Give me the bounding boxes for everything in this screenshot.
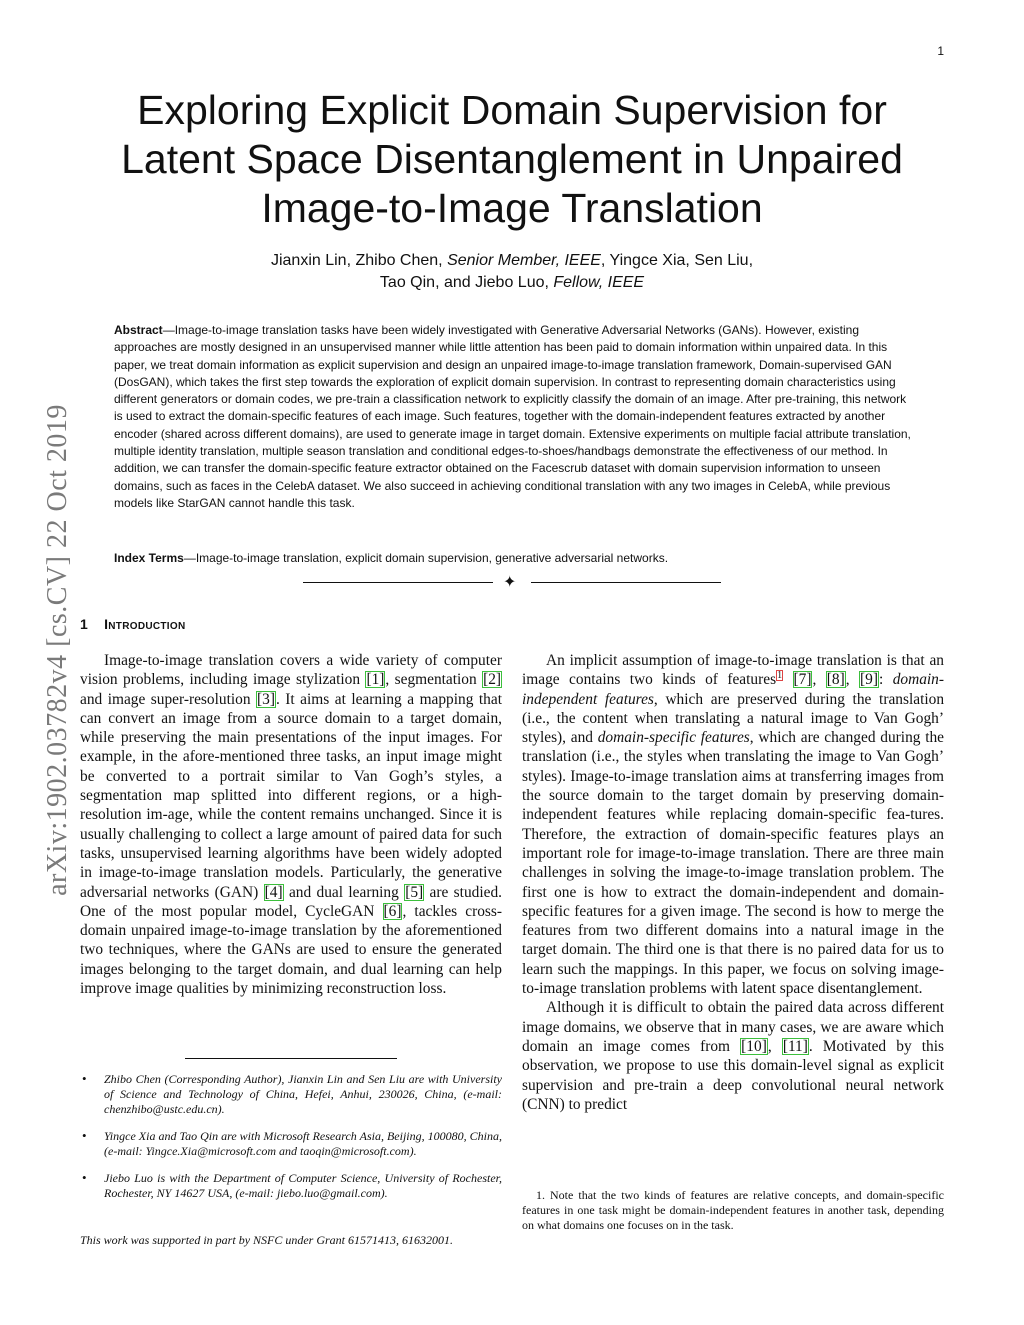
arxiv-stamp[interactable]: arXiv:1902.03782v4 [cs.CV] 22 Oct 2019: [42, 404, 73, 896]
affiliation-notes: [80, 1072, 502, 1213]
diamond-star-icon: ✦: [503, 574, 517, 591]
affiliation-text: Zhibo Chen (Corresponding Author), Jianxin Lin and Sen Liu are with University of Science and Technology of China, Hefei, Anhui, 230026, China, (e-mail: chenzhibo@ustc.edu.cn).: [104, 1072, 502, 1116]
bullet-icon: •: [82, 1071, 87, 1086]
body-text: Although it is difficult to obtain the paired data across different image domains, we observe that in many cases, we are aware which domain an image comes from: [522, 999, 944, 1055]
section-divider: [300, 575, 724, 589]
author-role: Senior Member, IEEE: [447, 252, 601, 269]
body-text: ,: [767, 1037, 782, 1055]
author-line-1: [80, 250, 944, 272]
body-text: , tackles cross-domain unpaired image-to-image translation by the aforementioned two techniques, where the GANs are used to ensure the generated images belonging to the target domain, and dual learning can help improve image qualities by minimizing reconstruction loss.: [80, 902, 503, 998]
author-line-2: [80, 272, 944, 294]
footnote-rule: [185, 1058, 397, 1059]
citation-link[interactable]: [6]: [383, 902, 402, 920]
author-names: Jianxin Lin, Zhibo Chen,: [270, 252, 448, 269]
body-text: :: [878, 671, 893, 689]
citation-link[interactable]: [9]: [860, 671, 878, 689]
author-list: [80, 250, 944, 294]
index-terms: [114, 550, 912, 567]
emphasis-text: domain-independent features: [522, 671, 944, 708]
citation-link[interactable]: [2]: [483, 671, 502, 689]
affiliation-item: [80, 1072, 502, 1117]
footnote-number: 1.: [536, 1188, 545, 1202]
author-role: Fellow, IEEE: [553, 274, 645, 291]
affiliation-item: [80, 1129, 502, 1159]
citation-link[interactable]: [11]: [782, 1037, 808, 1055]
body-text: . Motivated by this observation, we propose to use this domain-level signal as explicit supervision and pre-train a deep convolutional neural network (CNN) to predict: [522, 1037, 945, 1113]
section-heading: [80, 616, 185, 632]
affiliation-text: Jiebo Luo is with the Department of Computer Science, University of Rochester, Rochester, NY 14627 USA, (e-mail: jiebo.luo@gmail.com).: [104, 1171, 502, 1200]
abstract: [114, 322, 912, 512]
affiliation-item: [80, 1171, 502, 1201]
abstract-text: —Image-to-image translation tasks have been widely investigated with Generative Adversarial Networks (GANs). However, existing approaches are mostly designed in an unsupervised manner while little attention has been paid to domain information within unpaired data. In this paper, we treat domain information as explicit supervision and design an unpaired image-to-image translation framework, Domain-supervised GAN (DosGAN), which takes the first step towards the exploration of explicit domain supervision. In contrast to representing domain characteristics using different generators or domain codes, we pre-train a classification network to explicitly classify the domain of an image. After pre-training, this network is used to extract the domain-specific features of each image. Such features, together with the domain-independent features extracted by another encoder (shared across different domains), are used to generate image in target domain. Extensive experiments on multiple facial attribute translation, multiple identity translation, multiple season translation and conditional edges-to-shoes/handbags demonstrate the effectiveness of our method. In addition, we can transfer the domain-specific feature extractor obtained on the Facescrub dataset with domain supervision information to unseen domains, such as faces in the CelebA dataset. We also succeed in achieving conditional translation with any two images in CelebA, while previous models like StarGAN cannot handle this task.: [114, 323, 911, 510]
body-text: . It aims at learning a mapping that can convert an image from a source domain to a target domain, while preserving the main presentations of the input images. For example, in the afore-mentioned three tasks, an input image might be converted to a portrait similar to Van Gogh’s styles, a segmentation map splitted into different regions, or a high-resolution im-age, while the content remains unchanged. Since it is usually challenging to collect a large amount of paired data for such tasks, unsupervised learning algorithms have been widely adopted in image-to-image translation models. Particularly, the generative adversarial networks (GAN): [80, 690, 502, 901]
body-text: are studied. One of the most popular model, CycleGAN: [80, 883, 502, 920]
page-number: 1: [937, 44, 944, 58]
author-names: , Yingce Xia, Sen Liu,: [600, 252, 754, 269]
divider-rule-right: [531, 582, 721, 583]
citation-link[interactable]: [10]: [741, 1037, 767, 1055]
footnote-text: Note that the two kinds of features are relative concepts, and domain-specific features in one task might be domain-independent features in another task, depending on what domains one focuses on in the task.: [522, 1188, 944, 1232]
body-text: ,: [812, 671, 826, 689]
citation-link[interactable]: [3]: [257, 690, 275, 708]
body-text: Image-to-image translation covers a wide variety of computer vision problems, including image stylization: [80, 652, 502, 689]
section-title: Introduction: [104, 616, 186, 632]
right-column: [522, 651, 944, 1114]
author-names: Tao Qin, and Jiebo Luo,: [379, 274, 554, 291]
citation-link[interactable]: [1]: [366, 671, 385, 689]
citation-link[interactable]: [5]: [405, 883, 424, 901]
body-text: , which are preserved during the translation (i.e., the content when translating a natural image to Van Gogh’ styles), and: [522, 690, 945, 747]
funding-note: This work was supported in part by NSFC under Grant 61571413, 61632001.: [80, 1233, 454, 1247]
body-text: , which are changed during the translation (i.e., the styles when translating the image to Van Gogh’ styles). Image-to-image translation aims at transferring images from the source domain to the target domain by preserving domain-independent features while replacing domain-specific fea-tures. Therefore, the extraction of domain-specific features plays an important role for image-to-image translation. There are three main challenges in solving the image-to-image translation problem. The first one is how to extract the domain-independent and domain-specific features for a given image. The second is how to merge the features from two different domains into a natural image in the target domain. The third one is that there is no paired data for us to learn such the mappings. In this paper, we focus on solving image-to-image translation problems with latent space disentanglement.: [522, 729, 944, 998]
left-column: [80, 651, 502, 998]
citation-link[interactable]: [7]: [793, 671, 812, 689]
body-text: [783, 671, 792, 688]
paper-title: Exploring Explicit Domain Supervision for Latent Space Disentanglement in Unpaired Image-to-Image Translation: [121, 87, 903, 231]
body-text: An implicit assumption of image-to-image translation is that an image contains two kinds of features: [522, 652, 944, 689]
citation-link[interactable]: [8]: [826, 671, 845, 689]
body-text: ,: [845, 671, 860, 689]
body-text: , segmentation: [385, 671, 483, 689]
section-number: 1: [80, 616, 89, 632]
bullet-icon: •: [82, 1170, 87, 1185]
footnote-link[interactable]: 1: [777, 670, 783, 682]
index-terms-label: Index Terms: [114, 551, 184, 565]
paragraph: [522, 651, 944, 998]
paragraph: [80, 651, 502, 998]
paragraph: [522, 998, 944, 1114]
citation-link[interactable]: [4]: [264, 883, 283, 901]
emphasis-text: domain-specific features: [597, 729, 750, 747]
bullet-icon: •: [82, 1128, 87, 1143]
body-text: and dual learning: [283, 883, 405, 901]
divider-rule-left: [303, 582, 493, 583]
affiliation-text: Yingce Xia and Tao Qin are with Microsoft Research Asia, Beijing, 100080, China, (e-mail: Yingce.Xia@microsoft.com and taoqin@microsoft.com).: [104, 1129, 502, 1158]
body-text: and image super-resolution: [80, 690, 256, 708]
index-terms-text: —Image-to-image translation, explicit domain supervision, generative adversarial networks.: [183, 551, 669, 565]
footnote: [522, 1188, 944, 1233]
abstract-label: Abstract: [114, 323, 163, 337]
